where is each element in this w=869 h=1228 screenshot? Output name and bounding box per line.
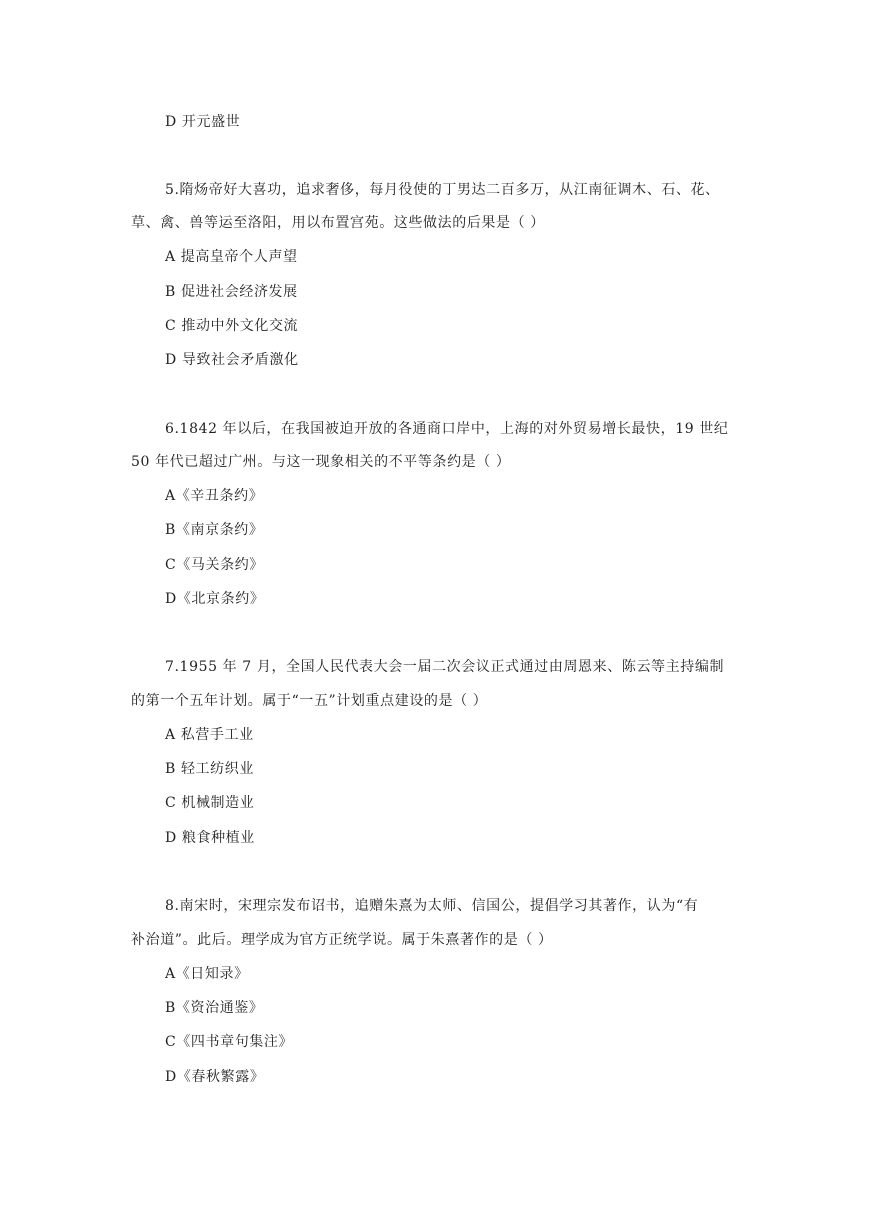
q5-option-a: A 提高皇帝个人声望 <box>165 249 298 265</box>
q7-option-b: B 轻工纺织业 <box>165 761 254 777</box>
q6-option-a: A《辛丑条约》 <box>165 488 264 504</box>
q7-option-c: C 机械制造业 <box>165 795 255 811</box>
q4-option-d: D 开元盛世 <box>165 114 241 130</box>
q6-option-d: D《北京条约》 <box>165 591 265 607</box>
q8-option-d: D《春秋繁露》 <box>165 1069 265 1085</box>
q8-stem-line1: 8.南宋时，宋理宗发布诏书，追赠朱熹为太师、信国公，提倡学习其著作，认为“有 <box>165 898 699 914</box>
q8-option-b: B《资治通鉴》 <box>165 1000 264 1016</box>
q7-option-a: A 私营手工业 <box>165 727 254 743</box>
q8-stem-line2: 补治道”。此后。理学成为官方正统学说。属于朱熹著作的是（ ） <box>131 932 553 948</box>
q6-stem-line1: 6.1842 年以后，在我国被迫开放的各通商口岸中，上海的对外贸易增长最快，19 世纪 <box>165 421 729 437</box>
q6-stem-line2: 50 年代已超过广州。与这一现象相关的不平等条约是（ ） <box>131 454 511 470</box>
q8-option-c: C《四书章句集注》 <box>165 1034 294 1050</box>
q8-option-a: A《日知录》 <box>165 966 249 982</box>
q6-option-c: C《马关条约》 <box>165 557 264 573</box>
q5-option-d: D 导致社会矛盾激化 <box>165 352 299 368</box>
q5-stem-line1: 5.隋炀帝好大喜功，追求奢侈，每月役使的丁男达二百多万，从江南征调木、石、花、 <box>165 182 720 198</box>
q7-option-d: D 粮食种植业 <box>165 830 255 846</box>
q7-stem-line1: 7.1955 年 7 月，全国人民代表大会一届二次会议正式通过由周恩来、陈云等主持编制 <box>165 659 725 675</box>
q6-option-b: B《南京条约》 <box>165 522 264 538</box>
q5-option-b: B 促进社会经济发展 <box>165 284 298 300</box>
q5-option-c: C 推动中外文化交流 <box>165 318 299 334</box>
q5-stem-line2: 草、禽、兽等运至洛阳，用以布置宫苑。这些做法的后果是（ ） <box>131 215 545 231</box>
q7-stem-line2: 的第一个五年计划。属于“一五”计划重点建设的是（ ） <box>131 693 488 709</box>
